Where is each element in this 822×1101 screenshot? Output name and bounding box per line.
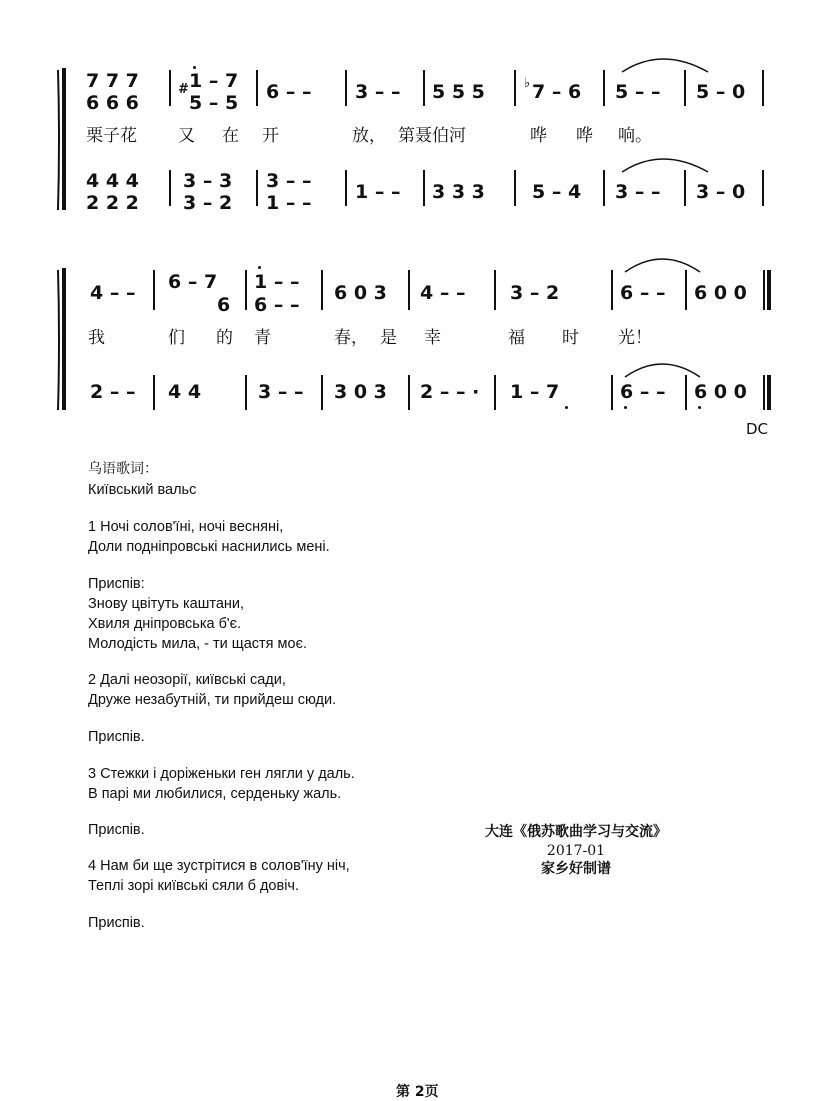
- r1t-m2a: 1 – 7: [189, 70, 239, 92]
- high-octave-dot: [193, 66, 196, 69]
- tie-row1-bottom: [622, 159, 708, 172]
- r2-lyric-3: 的: [216, 328, 233, 348]
- r1t-m5: 5 5 5: [432, 81, 485, 103]
- r1t-m3: 6 – –: [266, 81, 312, 103]
- r1b-m3b: 1 – –: [266, 192, 312, 214]
- lyric-line: Приспів:: [88, 576, 145, 592]
- r2t-m2a: 6 – 7: [168, 271, 218, 293]
- high-octave-dot: [258, 266, 261, 269]
- r1-lyric-9: 响。: [618, 126, 652, 146]
- r2-lyric-8: 福: [508, 328, 525, 348]
- tie-row1-top: [622, 59, 708, 72]
- r1t-m1a: 7 7 7: [86, 70, 139, 92]
- lyric-line: Друже незабутній, ти прийдеш сюди.: [88, 692, 337, 708]
- r2-lyric-7: 幸: [424, 328, 441, 348]
- r2-lyric-10: 光！: [618, 328, 652, 348]
- r1-lyric-1: 栗子花: [86, 126, 137, 146]
- lyrics-heading: 乌语歌词：: [88, 461, 158, 477]
- flat-sign: ♭: [524, 76, 531, 91]
- r1b-m8: 3 – 0: [696, 181, 746, 203]
- r2t-m3a: 1 – –: [254, 271, 300, 293]
- credit-line-2: 2017-01: [546, 843, 606, 859]
- lyric-line: Хвиля дніпровська б'є.: [88, 616, 242, 632]
- lyric-line: 3 Стежки і доріженьки ген лягли у даль.: [88, 766, 355, 782]
- r1-lyric-4: 开: [262, 126, 279, 146]
- lyric-line: Доли подніпровські наснились мені.: [88, 539, 330, 555]
- r1-lyric-2: 又: [178, 126, 195, 146]
- r2t-m6: 3 – 2: [510, 282, 560, 304]
- lyric-line: 4 Нам би ще зустрітися в солов'їну ніч,: [88, 858, 350, 874]
- r2b-m1: 2 – –: [90, 381, 136, 403]
- r2b-m3: 3 – –: [258, 381, 304, 403]
- r2b-m6: 1 – 7: [510, 381, 560, 403]
- r1b-m6: 5 – 4: [532, 181, 582, 203]
- r2t-m4: 6 0 3: [334, 282, 387, 304]
- tie-row2-top: [625, 259, 700, 272]
- low-octave-dot: [624, 406, 627, 409]
- page-number: 第 2页: [396, 1084, 439, 1100]
- lyric-line: 2 Далі неозорії, київські сади,: [88, 672, 286, 688]
- tie-row2-bottom: [625, 364, 700, 377]
- sharp-sign: #: [178, 82, 189, 97]
- r2b-m2: 4 4: [168, 381, 202, 403]
- r2-lyric-2: 们: [168, 328, 185, 348]
- credit-line-1: 大连《俄苏歌曲学习与交流》: [485, 824, 667, 840]
- r1b-m4: 1 – –: [355, 181, 401, 203]
- r2t-m2b: 6: [217, 294, 231, 316]
- r1t-m2b: 5 – 5: [189, 92, 239, 114]
- lyric-line: Приспів.: [88, 822, 145, 838]
- r1t-m6: 7 – 6: [532, 81, 582, 103]
- r2-lyric-9: 时: [562, 328, 579, 348]
- lyric-line: Знову цвітуть каштани,: [88, 596, 245, 612]
- low-octave-dot: [698, 406, 701, 409]
- r1-lyric-6: 第聂伯河: [398, 126, 466, 146]
- r1b-m1a: 4 4 4: [86, 170, 139, 192]
- r2b-m8: 6 0 0: [694, 381, 747, 403]
- lyric-line: Приспів.: [88, 915, 145, 931]
- r2-lyric-4: 青: [254, 328, 271, 348]
- r2t-m1: 4 – –: [90, 282, 136, 304]
- r1t-m4: 3 – –: [355, 81, 401, 103]
- r1t-m8: 5 – 0: [696, 81, 746, 103]
- lyric-line: Молодість мила, - ти щастя моє.: [88, 636, 308, 652]
- r1b-m5: 3 3 3: [432, 181, 485, 203]
- r2-lyric-6: 是: [380, 328, 397, 348]
- r1b-m3a: 3 – –: [266, 170, 312, 192]
- r1-lyric-5: 放，: [352, 126, 386, 146]
- credit-line-3: 家乡好制谱: [541, 861, 611, 877]
- lyric-line: 1 Ночі солов'їні, ночі весняні,: [88, 519, 284, 535]
- lyric-line: Теплі зорі київські сяли б довіч.: [88, 878, 300, 894]
- r1-lyric-7: 哗: [530, 126, 547, 146]
- r2b-m7: 6 – –: [620, 381, 666, 403]
- r2t-m8: 6 0 0: [694, 282, 747, 304]
- lyric-line: В парі ми любилися, серденьку жаль.: [88, 786, 342, 802]
- r2b-m5: 2 – – ·: [420, 381, 480, 403]
- r1t-m7: 5 – –: [615, 81, 661, 103]
- r2t-m7: 6 – –: [620, 282, 666, 304]
- r2-lyric-5: 春，: [334, 328, 368, 348]
- r1b-m1b: 2 2 2: [86, 192, 139, 214]
- r1-lyric-3: 在: [222, 126, 239, 146]
- song-title: Київський вальс: [88, 482, 197, 498]
- r2t-m5: 4 – –: [420, 282, 466, 304]
- r1-lyric-8: 哗: [576, 126, 593, 146]
- lyric-line: Приспів.: [88, 729, 145, 745]
- dc-mark: DC: [746, 420, 769, 438]
- r1b-m2b: 3 – 2: [183, 192, 233, 214]
- r1t-m1b: 6 6 6: [86, 92, 139, 114]
- r2-lyric-1: 我: [88, 328, 105, 348]
- r2b-m4: 3 0 3: [334, 381, 387, 403]
- r1b-m2a: 3 – 3: [183, 170, 233, 192]
- r1b-m7: 3 – –: [615, 181, 661, 203]
- r2t-m3b: 6 – –: [254, 294, 300, 316]
- low-octave-dot: [565, 406, 568, 409]
